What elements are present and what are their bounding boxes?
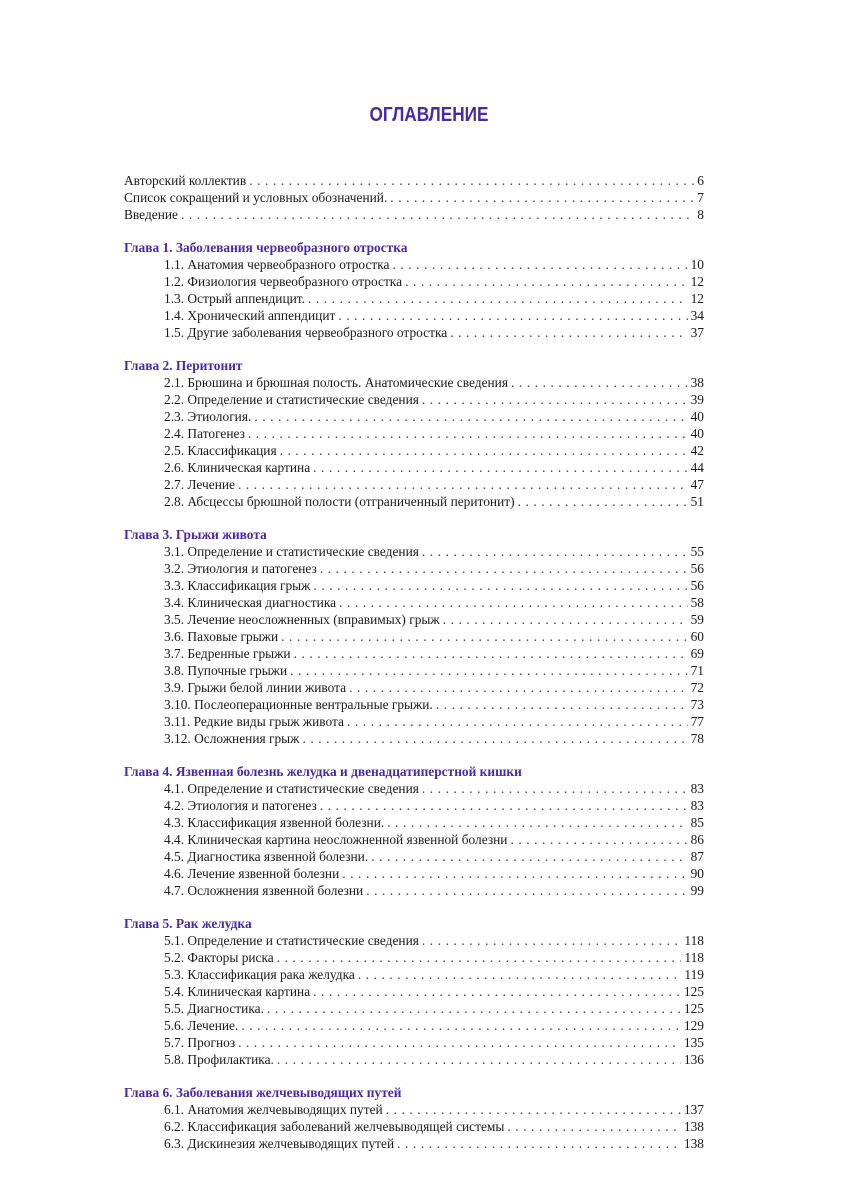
dot-leader [281, 628, 687, 645]
toc-entry-page: 125 [683, 984, 704, 999]
toc-entry-page: 40 [690, 426, 704, 441]
dot-leader [277, 1051, 681, 1068]
dot-leader [342, 865, 687, 882]
toc-entry[interactable] [124, 374, 704, 391]
toc-entry-label: 1.5. Другие заболевания червеобразного отростка [164, 325, 448, 340]
toc-entry-page: 12 [690, 291, 704, 306]
toc-entry-label: 6.2. Классификация заболеваний желчевыводящей системы [164, 1119, 505, 1134]
toc-entry-label: Введение [124, 207, 178, 222]
toc-entry[interactable] [124, 206, 704, 223]
toc-entry[interactable] [124, 189, 704, 206]
toc-entry[interactable] [124, 645, 704, 662]
toc-entry-label: 2.7. Лечение [164, 477, 235, 492]
dot-leader [238, 1034, 681, 1051]
table-of-contents [124, 172, 704, 1152]
dot-leader [443, 611, 688, 628]
toc-entry[interactable] [124, 543, 704, 560]
toc-entry-label: Авторский коллектив [124, 173, 247, 188]
dot-leader [422, 932, 682, 949]
toc-entry-page: 60 [690, 629, 704, 644]
toc-entry-page: 86 [690, 832, 704, 847]
toc-entry-page: 135 [683, 1035, 704, 1050]
toc-entry[interactable] [124, 814, 704, 831]
toc-entry-page: 119 [684, 967, 704, 982]
toc-entry-label: 5.8. Профилактика. [164, 1052, 274, 1067]
toc-entry[interactable] [124, 865, 704, 882]
dot-leader [371, 848, 687, 865]
dot-leader [358, 966, 682, 983]
toc-entry[interactable] [124, 966, 704, 983]
toc-entry-label: 3.9. Грыжи белой линии живота [164, 680, 347, 695]
toc-entry-page: 137 [683, 1102, 704, 1117]
dot-leader [241, 1017, 681, 1034]
toc-entry-label: 4.6. Лечение язвенной болезни [164, 866, 340, 881]
toc-entry[interactable] [124, 797, 704, 814]
dot-leader [254, 408, 687, 425]
toc-entry-label: 2.8. Абсцессы брюшной полости (отграниченный перитонит) [164, 494, 515, 509]
toc-entry-label: 1.1. Анатомия червеобразного отростка [164, 257, 390, 272]
toc-entry-label: 3.6. Паховые грыжи [164, 629, 279, 644]
dot-leader [511, 374, 688, 391]
toc-entry[interactable] [124, 882, 704, 899]
chapter-spacer [124, 510, 704, 526]
dot-leader [390, 189, 694, 206]
toc-entry[interactable] [124, 560, 704, 577]
toc-entry[interactable] [124, 476, 704, 493]
chapter-spacer [124, 223, 704, 239]
toc-entry-page: 34 [690, 308, 704, 323]
toc-entry[interactable] [124, 408, 704, 425]
dot-leader [249, 172, 694, 189]
toc-entry[interactable] [124, 679, 704, 696]
toc-entry-page: 6 [697, 173, 704, 188]
dot-leader [450, 324, 687, 341]
dot-leader [393, 256, 688, 273]
dot-leader [436, 696, 688, 713]
toc-entry[interactable] [124, 611, 704, 628]
dot-leader [518, 493, 688, 510]
toc-entry-label: 2.6. Клиническая картина [164, 460, 311, 475]
dot-leader [290, 662, 688, 679]
toc-entry-page: 83 [690, 798, 704, 813]
toc-entry[interactable] [124, 780, 704, 797]
chapter-heading[interactable]: Глава 1. Заболевания червеобразного отростка [124, 240, 408, 255]
dot-leader [313, 459, 687, 476]
toc-entry-page: 129 [683, 1018, 704, 1033]
dot-leader [277, 949, 682, 966]
dot-leader [347, 713, 688, 730]
toc-entry-label: 4.1. Определение и статистические сведения [164, 781, 419, 796]
toc-entry-label: 4.2. Этиология и патогенез [164, 798, 317, 813]
dot-leader [386, 1101, 681, 1118]
toc-entry[interactable] [124, 391, 704, 408]
toc-entry-page: 125 [683, 1001, 704, 1016]
dot-leader [338, 307, 687, 324]
toc-entry[interactable] [124, 273, 704, 290]
toc-entry-page: 99 [690, 883, 704, 898]
toc-entry[interactable] [124, 1051, 704, 1068]
toc-entry[interactable] [124, 1000, 704, 1017]
toc-entry-page: 56 [690, 561, 704, 576]
chapter-heading[interactable]: Глава 6. Заболевания желчевыводящих путей [124, 1085, 402, 1100]
toc-entry-label: Список сокращений и условных обозначений. [124, 190, 388, 205]
toc-entry-label: 3.10. Послеоперационные вентральные грыжи. [164, 697, 433, 712]
toc-entry-label: 3.4. Клиническая диагностика [164, 595, 337, 610]
toc-entry-page: 71 [690, 663, 704, 678]
toc-entry[interactable] [124, 713, 704, 730]
dot-leader [510, 831, 687, 848]
dot-leader [248, 425, 688, 442]
toc-entry-page: 138 [683, 1136, 704, 1151]
toc-entry[interactable] [124, 1017, 704, 1034]
toc-entry-page: 8 [697, 207, 704, 222]
toc-entry-label: 3.5. Лечение неосложненных (вправимых) грыж [164, 612, 440, 627]
toc-entry-page: 47 [690, 477, 704, 492]
toc-entry[interactable] [124, 425, 704, 442]
toc-entry-page: 59 [690, 612, 704, 627]
chapter-spacer [124, 747, 704, 763]
page-title: ОГЛАВЛЕНИЕ [369, 104, 489, 126]
toc-entry-page: 39 [690, 392, 704, 407]
toc-entry-label: 2.5. Классификация [164, 443, 277, 458]
toc-entry[interactable] [124, 493, 704, 510]
toc-entry-page: 44 [690, 460, 704, 475]
toc-entry[interactable] [124, 594, 704, 611]
toc-entry-page: 83 [690, 781, 704, 796]
toc-entry-page: 56 [690, 578, 704, 593]
dot-leader [302, 730, 687, 747]
toc-entry-label: 5.3. Классификация рака желудка [164, 967, 355, 982]
toc-entry[interactable] [124, 831, 704, 848]
toc-entry-label: 5.5. Диагностика. [164, 1001, 264, 1016]
dot-leader [267, 1000, 681, 1017]
dot-leader [366, 882, 687, 899]
toc-entry[interactable] [124, 577, 704, 594]
toc-entry[interactable] [124, 1135, 704, 1152]
toc-entry[interactable] [124, 662, 704, 679]
toc-entry[interactable] [124, 1101, 704, 1118]
dot-leader [507, 1118, 681, 1135]
toc-entry[interactable] [124, 983, 704, 1000]
toc-entry-label: 1.4. Хронический аппендицит [164, 308, 336, 323]
toc-entry-label: 4.4. Клиническая картина неосложненной язвенной болезни [164, 832, 508, 847]
toc-entry-page: 118 [684, 933, 704, 948]
toc-entry-label: 3.2. Этиология и патогенез [164, 561, 317, 576]
toc-entry[interactable] [124, 172, 704, 189]
toc-entry-label: 2.2. Определение и статистические сведения [164, 392, 419, 407]
dot-leader [238, 476, 688, 493]
dot-leader [349, 679, 688, 696]
toc-entry-page: 87 [690, 849, 704, 864]
dot-leader [397, 1135, 681, 1152]
toc-entry-label: 1.3. Острый аппендицит. [164, 291, 305, 306]
dot-leader [308, 290, 688, 307]
toc-entry-page: 85 [690, 815, 704, 830]
toc-entry-page: 69 [690, 646, 704, 661]
dot-leader [339, 594, 688, 611]
chapter-spacer [124, 899, 704, 915]
toc-entry-page: 38 [690, 375, 704, 390]
toc-entry-page: 77 [690, 714, 704, 729]
toc-entry-page: 72 [690, 680, 704, 695]
toc-entry-page: 7 [697, 190, 704, 205]
dot-leader [422, 391, 688, 408]
dot-leader [294, 645, 688, 662]
chapter-heading[interactable]: Глава 2. Перитонит [124, 358, 243, 373]
dot-leader [422, 780, 688, 797]
toc-entry[interactable] [124, 848, 704, 865]
chapter-heading[interactable]: Глава 3. Грыжи живота [124, 527, 267, 542]
dot-leader [422, 543, 688, 560]
toc-entry-page: 40 [690, 409, 704, 424]
toc-entry[interactable] [124, 442, 704, 459]
toc-entry-label: 3.1. Определение и статистические сведения [164, 544, 419, 559]
toc-entry-label: 3.12. Осложнения грыж [164, 731, 300, 746]
dot-leader [320, 560, 688, 577]
chapter-heading[interactable]: Глава 5. Рак желудка [124, 916, 252, 931]
toc-entry-label: 4.3. Классификация язвенной болезни. [164, 815, 385, 830]
toc-entry-page: 78 [690, 731, 704, 746]
toc-entry-label: 3.8. Пупочные грыжи [164, 663, 288, 678]
toc-entry[interactable] [124, 324, 704, 341]
dot-leader [405, 273, 688, 290]
chapter-spacer [124, 341, 704, 357]
toc-entry-page: 12 [690, 274, 704, 289]
toc-entry-page: 42 [690, 443, 704, 458]
toc-entry[interactable] [124, 949, 704, 966]
toc-entry[interactable] [124, 1118, 704, 1135]
toc-entry[interactable] [124, 459, 704, 476]
dot-leader [320, 797, 688, 814]
toc-entry-label: 4.7. Осложнения язвенной болезни [164, 883, 364, 898]
toc-entry-page: 136 [683, 1052, 704, 1067]
toc-entry[interactable] [124, 932, 704, 949]
toc-entry-page: 73 [690, 697, 704, 712]
toc-entry-label: 4.5. Диагностика язвенной болезни. [164, 849, 369, 864]
toc-entry[interactable] [124, 730, 704, 747]
toc-entry-page: 118 [684, 950, 704, 965]
toc-entry[interactable] [124, 256, 704, 273]
chapter-spacer [124, 1068, 704, 1084]
toc-entry[interactable] [124, 628, 704, 645]
toc-entry[interactable] [124, 290, 704, 307]
toc-entry[interactable] [124, 696, 704, 713]
toc-entry-page: 90 [690, 866, 704, 881]
toc-entry-page: 55 [690, 544, 704, 559]
dot-leader [280, 442, 688, 459]
toc-entry-label: 5.7. Прогноз [164, 1035, 236, 1050]
toc-entry-label: 5.4. Клиническая картина [164, 984, 311, 999]
toc-entry-label: 3.11. Редкие виды грыж живота [164, 714, 345, 729]
dot-leader [387, 814, 687, 831]
toc-entry-page: 51 [690, 494, 704, 509]
toc-entry-label: 2.3. Этиология. [164, 409, 252, 424]
dot-leader [181, 206, 694, 223]
toc-entry-label: 2.4. Патогенез [164, 426, 245, 441]
toc-entry-label: 2.1. Брюшина и брюшная полость. Анатомические сведения [164, 375, 509, 390]
toc-entry[interactable] [124, 1034, 704, 1051]
toc-entry-page: 138 [683, 1119, 704, 1134]
dot-leader [313, 577, 687, 594]
dot-leader [313, 983, 681, 1000]
toc-entry-label: 5.6. Лечение. [164, 1018, 239, 1033]
toc-entry-label: 6.3. Дискинезия желчевыводящих путей [164, 1136, 395, 1151]
chapter-heading[interactable]: Глава 4. Язвенная болезнь желудка и двенадцатиперстной кишки [124, 764, 522, 779]
toc-entry-page: 37 [690, 325, 704, 340]
toc-entry-label: 6.1. Анатомия желчевыводящих путей [164, 1102, 383, 1117]
toc-entry-page: 58 [690, 595, 704, 610]
toc-entry-page: 10 [690, 257, 704, 272]
toc-entry-label: 1.2. Физиология червеобразного отростка [164, 274, 403, 289]
toc-entry[interactable] [124, 307, 704, 324]
toc-entry-label: 3.7. Бедренные грыжи [164, 646, 291, 661]
toc-entry-label: 5.1. Определение и статистические сведения [164, 933, 419, 948]
toc-entry-label: 3.3. Классификация грыж [164, 578, 311, 593]
toc-entry-label: 5.2. Факторы риска [164, 950, 274, 965]
